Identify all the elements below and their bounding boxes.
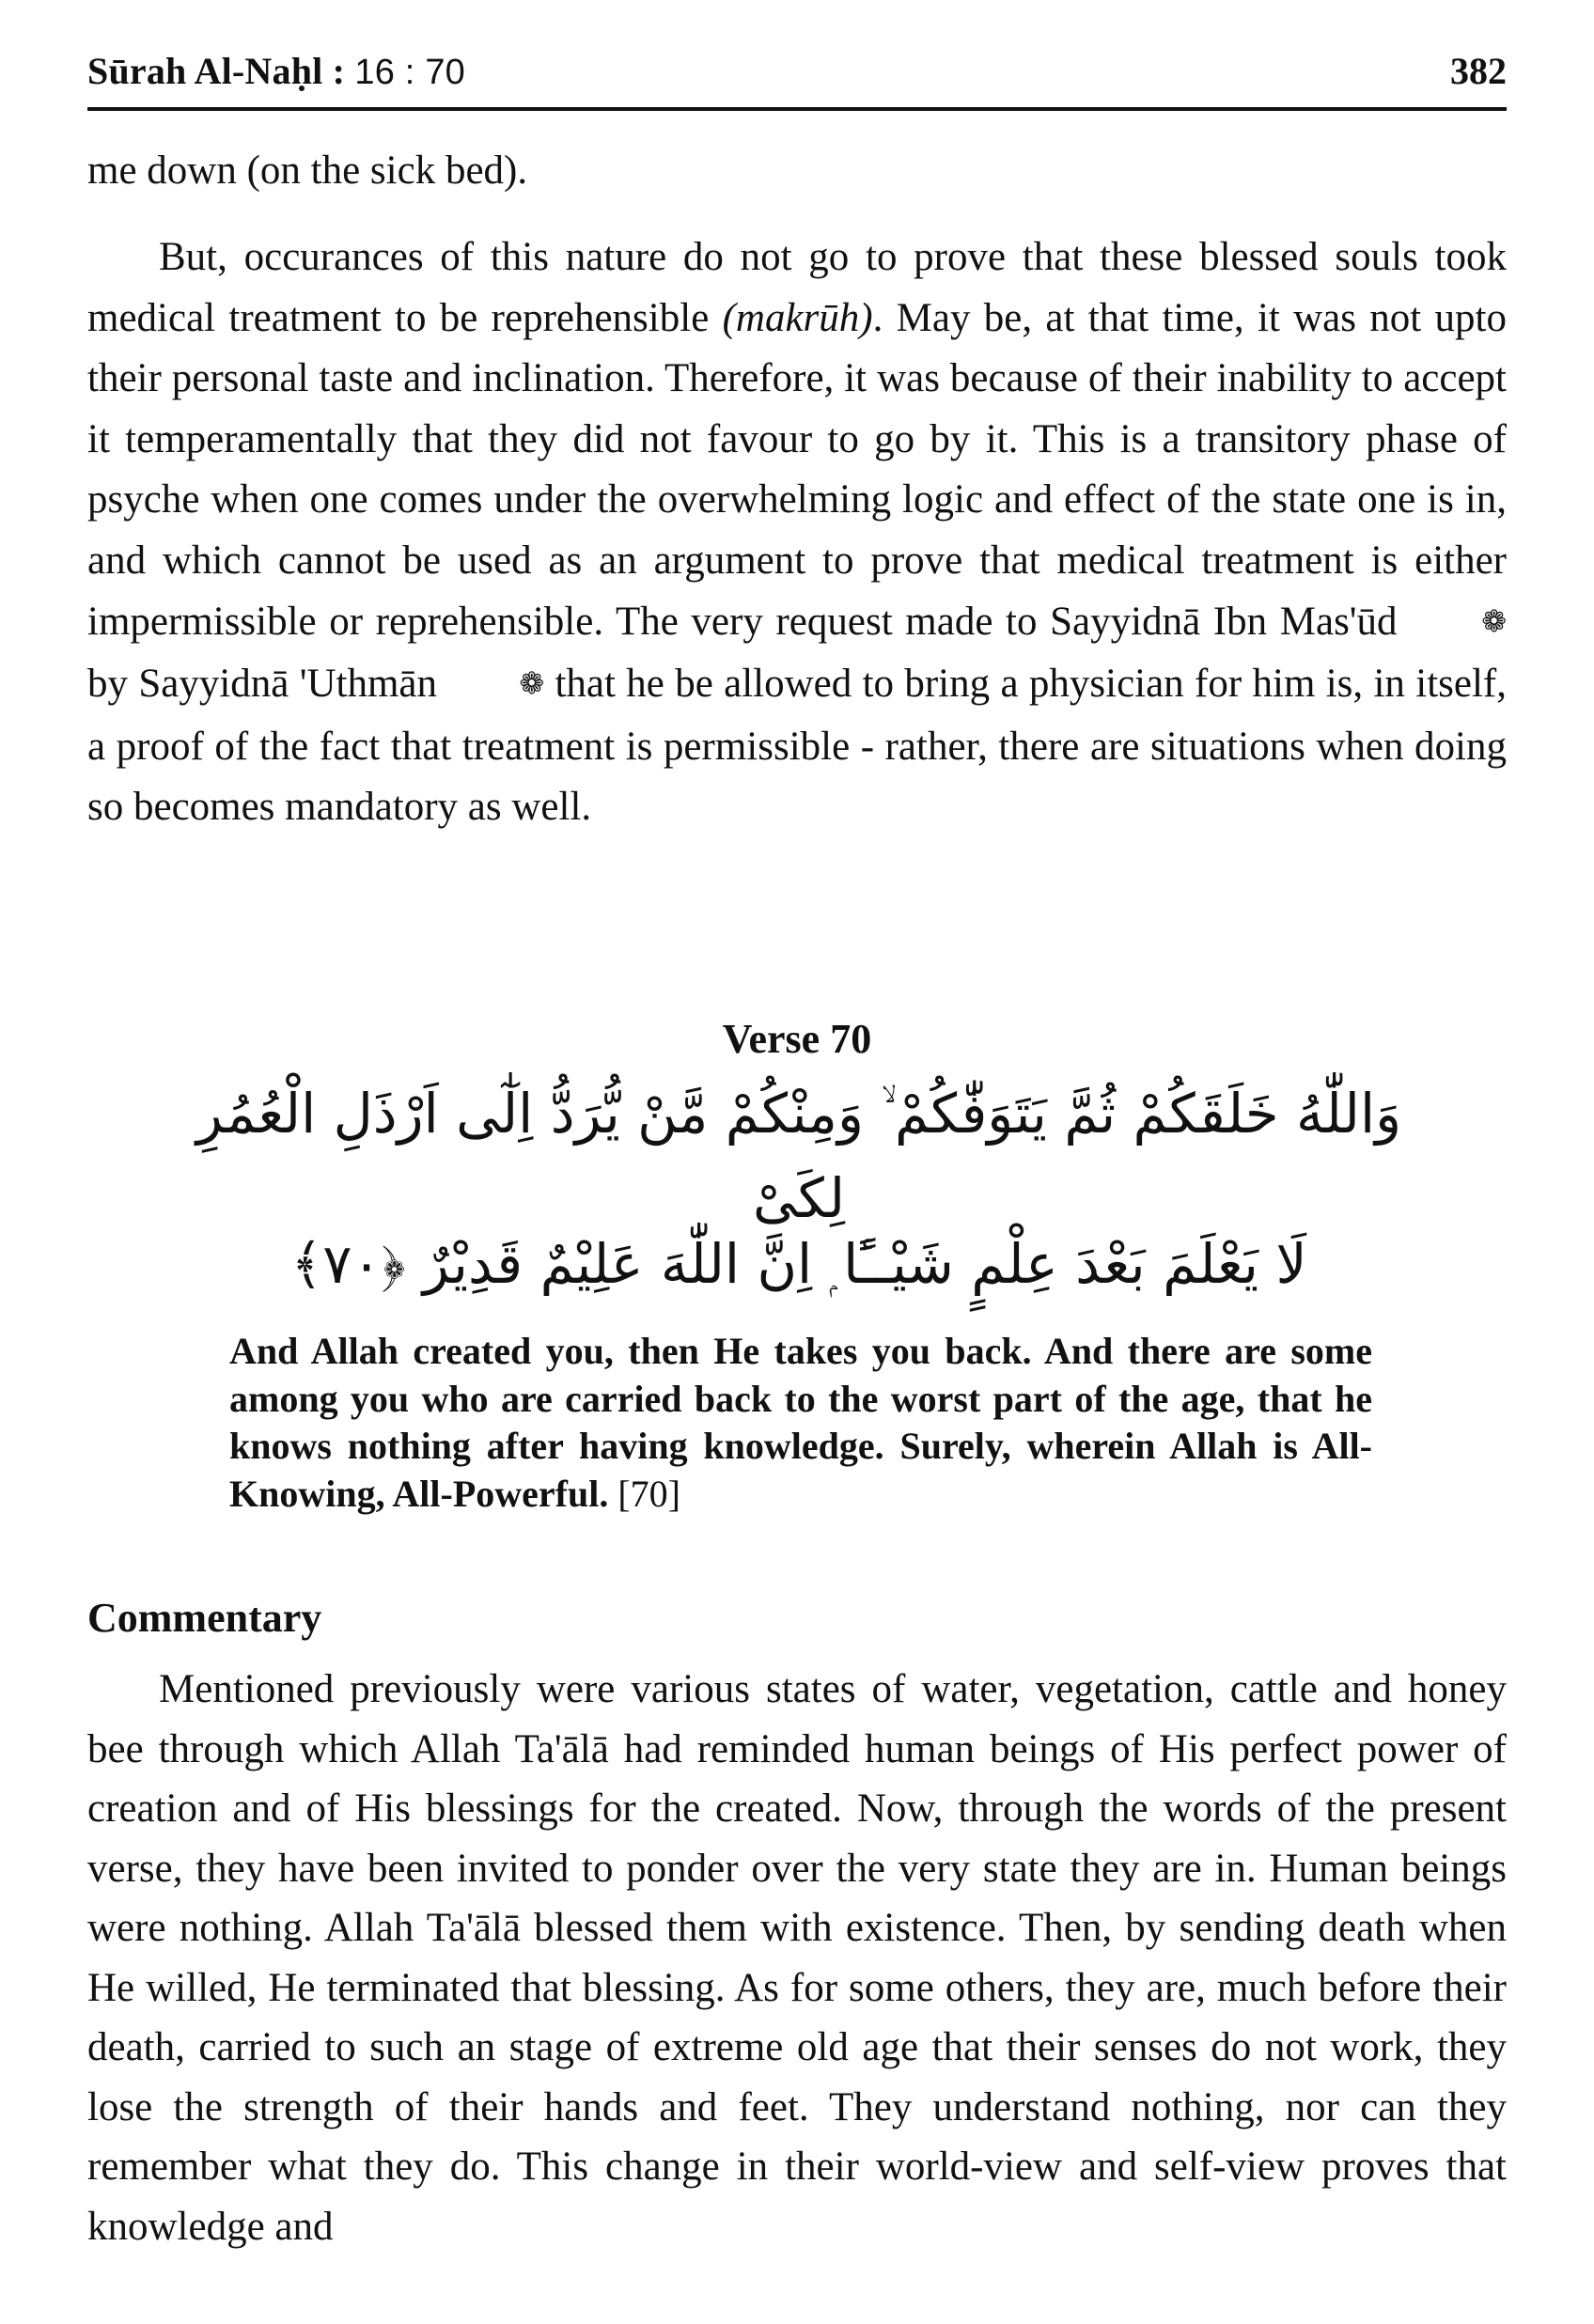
page-header	[87, 45, 1507, 111]
paragraph-text: . May be, at that time, it was not upto their personal taste and inclination. Therefore, it was because of their inability to accept it temperamentally that they did not favour to go by it. This is a transitory phase of psyche when one comes under the overwhelming logic and effect of the state one is in, and which cannot be used as an argument to prove that medical treatment is either impermissible or reprehensible. The very request made to Sayyidnā Ibn Mas'ūd	[87, 295, 1507, 644]
verse-reference: 16 : 70	[354, 53, 465, 92]
verse-number: [70]	[617, 1472, 680, 1515]
paragraph-text: that he be allowed to bring a physician for him is, in itself, a proof of the fact that treatment is permissible - rather, there are situations when doing so becomes mandatory as well.	[87, 662, 1507, 830]
running-title	[87, 49, 465, 93]
verse-translation	[229, 1328, 1372, 1518]
italic-term: (makrūh)	[722, 295, 873, 340]
arabic-verse-line-2: لَا يَعْلَمَ بَعْدَ عِلْمٍ شَيْــًٔا ۭ اِنَّ اللّٰهَ عَلِيْمٌ قَدِيْرٌ ﴿٧٠﴾	[290, 1232, 1307, 1296]
paragraph-text: by Sayyidnā 'Uthmān	[87, 662, 448, 707]
honorific-symbol-icon: ❁	[519, 665, 545, 702]
page-number: 382	[1450, 50, 1507, 92]
body-paragraph	[87, 227, 1507, 838]
verse-heading: Verse 70	[722, 1016, 872, 1062]
commentary-paragraph: Mentioned previously were various states of water, vegetation, cattle and honey bee through which Allah Ta'ālā had reminded human beings of His perfect power of creation and of His blessings for the created. Now, through the words of the present verse, they have been invited to ponder over the very state they are in. Human beings were nothing. Allah Ta'ālā blessed them with existence. Then, by sending death when He willed, He terminated that blessing. As for some others, they are, much before their death, carried to such an stage of extreme old age that their senses do not work, they lose the strength of their hands and feet. They understand nothing, nor can they remember what they do. This change in their world-view and self-view proves that knowledge and	[87, 1667, 1507, 2249]
commentary-heading: Commentary	[87, 1595, 322, 1641]
arabic-verse-line-1: وَاللّٰهُ خَلَقَكُمْ ثُمَّ يَتَوَفّٰكُمْ ۙ وَمِنْكُمْ مَّنْ يُّرَدُّ اِلٰٓى اَرْذَلِ الْعُمُرِ لِكَىْ	[195, 1082, 1402, 1230]
surah-title: Sūrah Al-Naḥl :	[87, 50, 346, 92]
continued-paragraph: me down (on the sick bed).	[87, 148, 528, 193]
honorific-symbol-icon: ❁	[1481, 602, 1507, 639]
translation-text: And Allah created you, then He takes you back. And there are some among you who are carried back to the worst part of the age, that he knows nothing after having knowledge. Surely, wherein Allah is All-Knowing, All-Powerful.	[229, 1330, 1372, 1515]
paragraph-text: But, occurances of this nature do not go to prove that these blessed souls took medical treatment to be reprehensible	[87, 235, 1507, 340]
